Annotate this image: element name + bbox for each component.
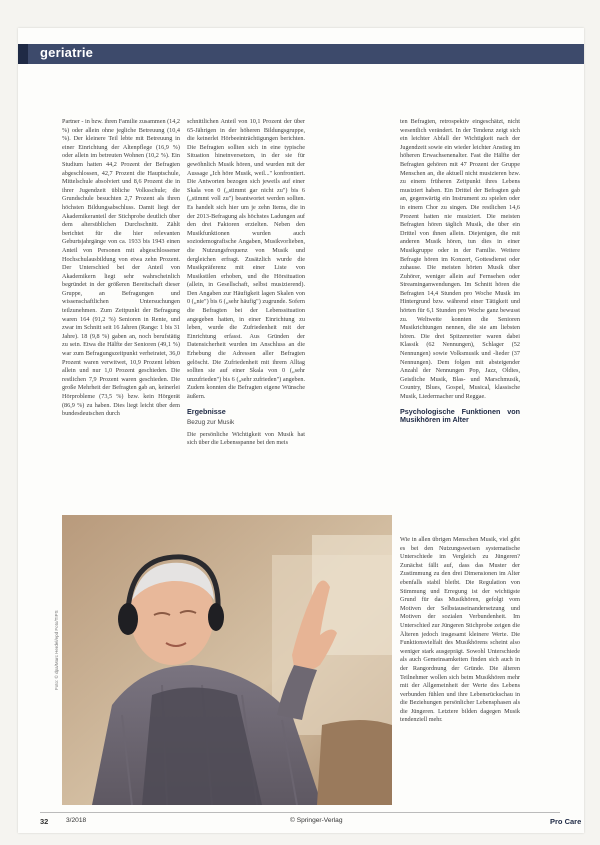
results-heading: Ergebnisse (187, 406, 226, 416)
body-paragraph: schnittlichen Anteil von 10,1 Prozent der über 65-Jährigen in der höheren Bildungsgruppe, die keinerlei Hörbeeinträchtigungen berichten. Die Befragten sollten sich in eine typische Situation hineinversetzen, in der sie für gewöhnlich Musik hören, und wurden mit der Aussage „Ich höre Musik, weil..." konfrontiert. Die Antworten bezogen sich jeweils auf einer Skala von 0 („stimmt gar nicht zu") bis 6 („stimmt voll zu") beantwortet werden sollten. Es handelt sich hier um je zehn Items, die in der 2013-Befragung als höchstes Ladungen auf den drei Faktoren erzielten. Neben den Musikfunktionen wurden auch soziodemografische Angaben, Musikvorlieben, die Nutzungsfrequenz von Musik und dergleichen erfragt. Zusätzlich wurde die Musikpräferenz mit einer Liste von Musikstilen erhoben, und die Hörsituation (allein, in Gesellschaft, selbst musizierend). Den Angaben zur Häufigkeit lagen Skalen von 0 („nie") bis 6 („sehr häufig") zugrunde. Sofern die Befragten bei der Lebenssituation angegeben hatten, in einer Einrichtung zu leben, wurde die Zufriedenheit mit der Einrichtung erfasst. Aus Gründen der Datensicherheit wurden im Anschluss an die Erhebung die Adressen aller Befragten gelöscht. Die Zufriedenheit mit ihrem Alltag sollten sie auf einer Skala von 0 („sehr unzufrieden") bis 6 („sehr zufrieden") angeben. Zudem konnten die Befragten eigene Wünsche äußern. (187, 118, 305, 400)
journal-name: Pro Care (550, 817, 582, 826)
issue-number: 3/2018 (66, 817, 87, 824)
section-label: geriatrie (40, 45, 94, 60)
body-paragraph: Die persönliche Wichtigkeit von Musik hat sich über die Lebensspanne bei den meis (187, 430, 305, 447)
section-heading: Psychologische Funktionen von Musikhören im Alter (400, 406, 520, 425)
body-paragraph: Partner - in bzw. ihren Familie zusammen (14,2 %) oder allein ohne jegliche Betreuung (10,4 %). Der kleinere Teil lebte mit Betreuung in einer Einrichtung der Altenpflege (16,9 %) oder allein im betreuten Wohnen (10,2 %). Ein Studium hatten 44,2 Prozent der Befragten abgeschlossen, 42,7 Prozent die Hauptschule, Mittelschule absolviert und 8,6 Prozent die in ihrer Jugendzeit übliche Volksschule; die Grundschule besuchten 2,7 Prozent als ihren höchsten Bildungsabschluss. Damit liegt der Akademikeranteil der Stichprobe deutlich über dem altersüblichen Durchschnitt. Zählt berichtet für die hier relevanten Geburtsjahrgänge von ca. 1933 bis 1943 einen Anteil von Personen mit abgeschlossener Hochschulausbildung von etwa zehn Prozent. Der Unterschied bei der Anteil von Akademikern liegt sehr wahrscheinlich begründet in der größeren Bereitschaft dieser Gruppe, an Befragungen und wissenschaftlichen Untersuchungen teilzunehmen. Zum Zeitpunkt der Befragung waren 164 (91,2 %) Senioren in Rente, und zwar im Schnitt seit 16 Jahren (Range: 1 bis 31 Jahre). 18 (9,8 %) gaben an, noch berufstätig zu sein. Etwa die Hälfte der Senioren (49,1 %) war zum Befragungszeitpunkt verheiratet, 36,0 Prozent waren verwitwet, 10,9 Prozent lebten allein und nur 1,0 Prozent geschieden. Die restlichen 7,9 Prozent waren geschieden. Die große Mehrheit der Befragten gab an, keinerlei Hörprobleme (73,5 %) bzw. kein Hörgerät (86,9 %) zu haben. Dies liegt leicht über dem bundesdeutschen durch (62, 118, 180, 418)
publisher: © Springer-Verlag (290, 817, 343, 824)
text-column-2 (187, 118, 305, 538)
photo-credit: Foto: © dpa/Marc Herdel/epd Foto/TIPS (54, 610, 59, 690)
senior-listening-music-photo (62, 515, 392, 805)
page-number: 32 (40, 817, 49, 826)
section-header-tab (18, 44, 28, 64)
photo-illustration (62, 515, 392, 805)
body-paragraph: Wie in allen übrigen Menschen Musik, viel gibt es bei den Nutzungsweisen systematische Unterschiede im Vergleich zu Jüngeren? Zunächst fällt auf, dass das Muster der Zustimmung zu den drei Dimensionen im Alter ebenfalls stabil bleibt. Die Regulation von Stimmung und Erregung ist der wichtigste Grund für das Musikhören, gefolgt vom Motiven der Selbstauseinandersetzung und Motiven der sozialen Verbundenheit. Im Unterschied zur Jüngeren Stichprobe zeigen die Älteren jedoch insgesamt kleinere Werte. Die Funktionsvielfalt des Musikhörens scheint also weniger stark ausgeprägt. Sowohl Unterschiede als auch Gemeinsamkeiten finden sich auch in der Rangordnung der Gründe. Die älteren Teilnehmer wollen sich beim Musikhören mehr mit der Allgemeinheit der Werte des Lebens verbunden fühlen und ihre Lebensrückschau in die Beziehungen persönlicher Lebensphasen als die Jüngeren. Letztere bilden dagegen Musik tendenziell mehr. (400, 536, 520, 724)
text-column-1 (62, 118, 180, 510)
section-header-bar (18, 44, 584, 64)
body-paragraph: ten Befragten, retrospektiv eingeschätzt, nicht wesentlich verändert. In der Tendenz zeigt sich ein leichter Abfall der Wichtigkeit nach der Jugendzeit sowie ein wieder leichter Anstieg im höheren Erwachsenenalter. Fast die Hälfte der Befragten gehören mit 47 Prozent der Gruppe Menschen an, die aktuell nicht musizieren bzw. zu einem früheren Zeitpunkt ihres Lebens musiziert haben. Ein Drittel der Befragten gab an, gegenwärtig ein Instrument zu spielen oder in einem Chor zu singen. Die restlichen 14,6 Prozent hatten nie musiziert. Die meisten Befragten hören täglich Musik, die über ein Drittel von ihnen allein. Diejenigen, die mit anderen Musik hören, tun dies in einer Musikgruppe oder in der Familie. Weitere Befragte hören im Konzert, Gottesdienst oder zuhause. Die meisten hörten Musik über Zuhörer, weniger allein auf Fernsehen oder Streaminganwendungen. Im Schnitt hören die Befragten 14,4 Stunden pro Woche Musik im Hintergrund bzw. während einer Tätigkeit und hörten für 6,1 Stunden pro Woche ganz bewusst zu. Weltweite konnten die Senioren Musikrichtungen nennen, die sie am liebsten hören. Die drei Spitzenreiter waren dabei Klassik (62 Nennungen), Schlager (52 Nennungen) sowie Volksmusik und -lieder (37 Nennungen). Dem folgen mit absteigender Anzahl der Nennungen Pop, Jazz, Oldies, Geistliche Musik, Blas- und Marschmusik, Country, Blues, Gospel, Musical, klassische Musik, Liedermacher und Reggae. (400, 118, 520, 400)
results-subheading: Bezug zur Musik (187, 419, 235, 427)
text-column-3 (400, 118, 520, 508)
text-column-3-continued (400, 536, 520, 806)
footer-rule (40, 812, 560, 813)
